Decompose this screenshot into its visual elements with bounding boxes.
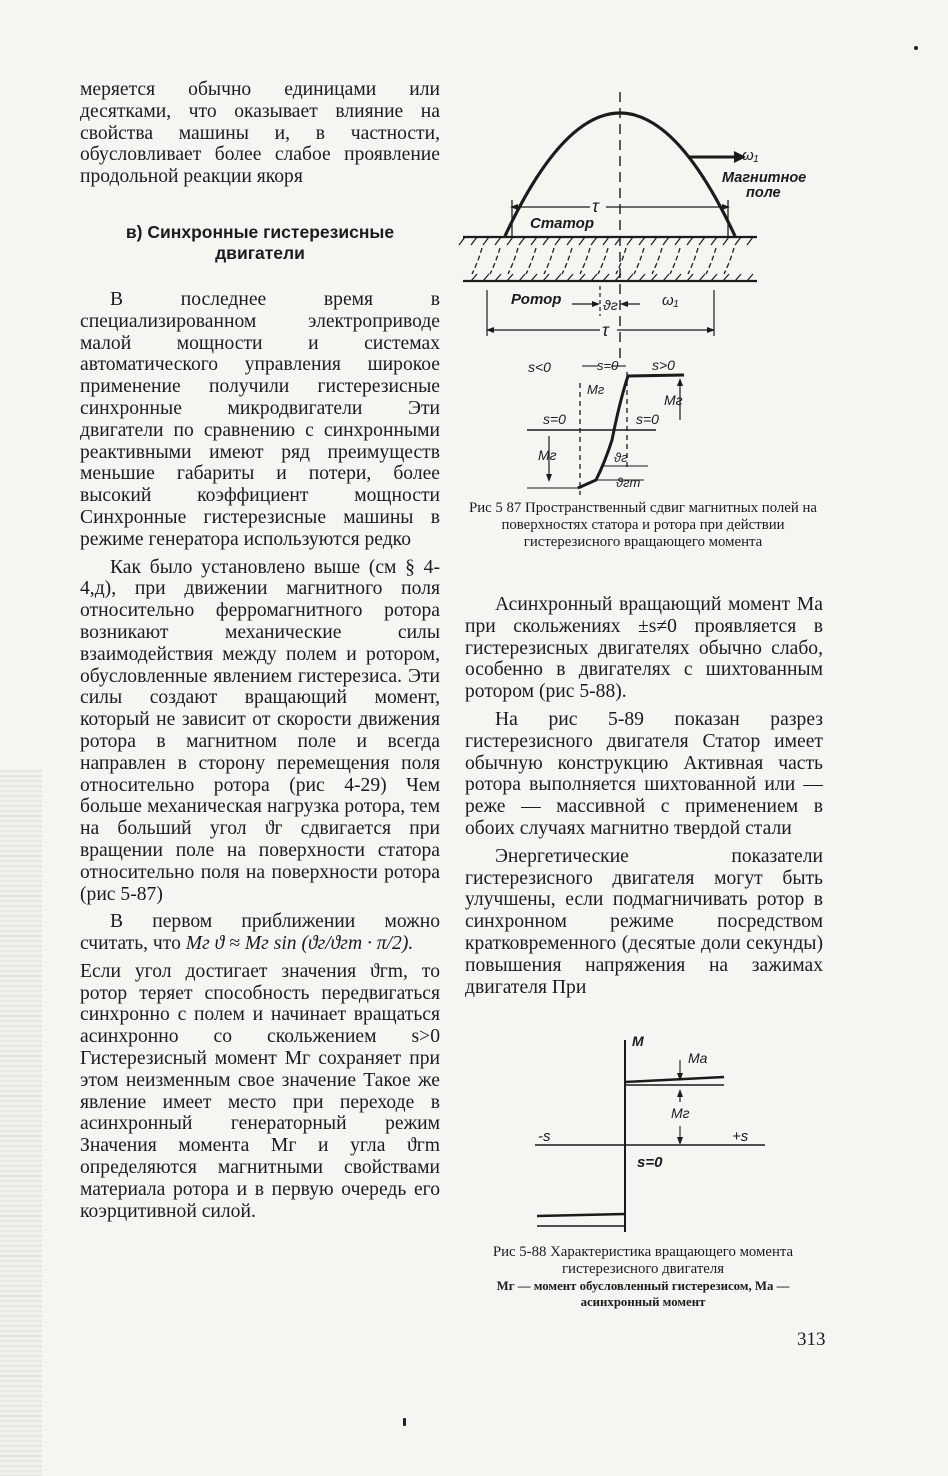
page-number: 313 xyxy=(797,1329,826,1350)
paragraph-async-moment: Асинхронный вращающий момент Mа при скольжениях ±s≠0 проявляется в гистерезисных двигателях обычно слабо, особенно в двигателях с шихтованным ротором (рис 5-88). xyxy=(465,594,823,703)
theta-mid-label: ϑг xyxy=(614,450,628,465)
theta-m-label: ϑгm xyxy=(616,475,641,490)
figure-5-88-title: Рис 5-88 Характеристика вращающего момента гистерезисного двигателя xyxy=(492,1244,794,1277)
s-zero-label: s=0 xyxy=(637,1154,663,1171)
mg-left-bottom-label: Mг xyxy=(538,447,557,463)
ma-line xyxy=(625,1077,724,1082)
paragraph-max-angle: Если угол достигает значения ϑгm, то ротор теряет способность передвигаться синхронно с полем и начинает вращаться асинхронно со скольжением s>0 Гистерезисный момент Mг сохраняет при этом неизменным свое значение Такое же явление имеет место при переходе в асинхронный генераторный режим Значения момента Mг и угла ϑгm определяются магнитными свойствами материала ротора и в первую очередь его коэрцитивной силой. xyxy=(80,960,440,1222)
ma-label: Mа xyxy=(688,1050,708,1066)
neg-s-label: -s xyxy=(538,1128,551,1145)
tau-bottom-label: τ xyxy=(602,320,609,340)
theta-small-label: ϑг xyxy=(603,297,618,313)
field-label-2: поле xyxy=(746,185,781,201)
s-positive-label: s>0 xyxy=(652,357,675,373)
mg-label: Mг xyxy=(671,1105,690,1121)
formula: Mг ϑ ≈ Mг sin (ϑг/ϑгm · π/2). xyxy=(185,933,414,955)
figure-5-88-caption xyxy=(463,1244,823,1310)
rotor-label: Ротор xyxy=(511,291,562,308)
paragraph-hysteresis-motors: В последнее время в специализированном электроприводе малой мощности и системах автоматического управления широкое применение получили гистерезисные синхронные микродвигатели Эти двигатели по сравнению с синхронными реактивными имеют ряд преимуществ меньшие габариты и потери, более высокий коэффициент мощности Синхронные гистерезисные машины в режиме генератора используются редко xyxy=(80,288,440,550)
figure-5-87-caption: Рис 5 87 Пространственный сдвиг магнитных полей на поверхностях статора и ротора при действии гистерезисного вращающего момента xyxy=(469,500,817,550)
paragraph-mechanical-forces: Как было установлено выше (см § 4-4,д), при движении магнитного поля относительно ферромагнитного ротора возникают механические силы взаимодействия между полем и ротором, обусловленные явлением гистерезиса. Эти силы создают вращающий момент, который не зависит от скорости движения ротора в магнитном поле и всегда направлен в сторону перемещения поля относительно ротора (рис 4-29) Чем больше механическая нагрузка ротора, тем на больший угол ϑг сдвигается при вращении поле на поверхности статора относительно поля на поверхности ротора (рис 5-87) xyxy=(80,556,440,905)
omega-top-label: ω₁ xyxy=(742,147,759,164)
mg-arrowhead-bottom xyxy=(677,1137,683,1145)
lower-curve xyxy=(537,1214,625,1216)
mg-right-label: Mг xyxy=(664,392,683,408)
approximation-lead: В первом приближении можно считать, что xyxy=(80,911,440,955)
s-zero-left-label: s=0 xyxy=(543,411,566,427)
stator-label: Статор xyxy=(530,215,594,232)
figure-5-88-legend: Mг — момент обусловленный гистерезисом, Mа — асинхронный момент xyxy=(496,1278,790,1309)
mg-arrowhead-top xyxy=(677,1089,683,1097)
tau-top-label: τ xyxy=(592,196,599,216)
intro-paragraph: меряется обычно единицами или десятками, что оказывает влияние на свойства машины и, в частности, обусловливает более слабое проявление продольной реакции якоря xyxy=(80,79,440,188)
mg-left-top-label: Mг xyxy=(587,382,605,397)
s-negative-label: s<0 xyxy=(528,359,551,375)
s-zero-top-label: s=0 xyxy=(597,358,619,373)
pos-s-label: +s xyxy=(732,1128,749,1145)
section-heading: в) Синхронные гистерезисные двигатели xyxy=(125,221,395,263)
paragraph-energy: Энергетические показатели гистерезисного двигателя могут быть улучшены, если подмагничивать ротор в синхронном режиме посредством кратковременного (десятые доли секунды) повышения напряжения на зажимах двигателя При xyxy=(465,845,823,998)
field-label: Магнитное xyxy=(722,170,807,186)
s-zero-right-label: s=0 xyxy=(636,411,659,427)
paragraph-motor-section: На рис 5-89 показан разрез гистерезисного двигателя Статор имеет обычную конструкцию Активная часть ротора выполняется шихтованной или — реже — массивной с применением в обоих случаях магнитно твердой стали xyxy=(465,708,823,839)
m-axis-label: M xyxy=(632,1033,644,1049)
omega-bottom-label: ω₁ xyxy=(662,292,679,309)
